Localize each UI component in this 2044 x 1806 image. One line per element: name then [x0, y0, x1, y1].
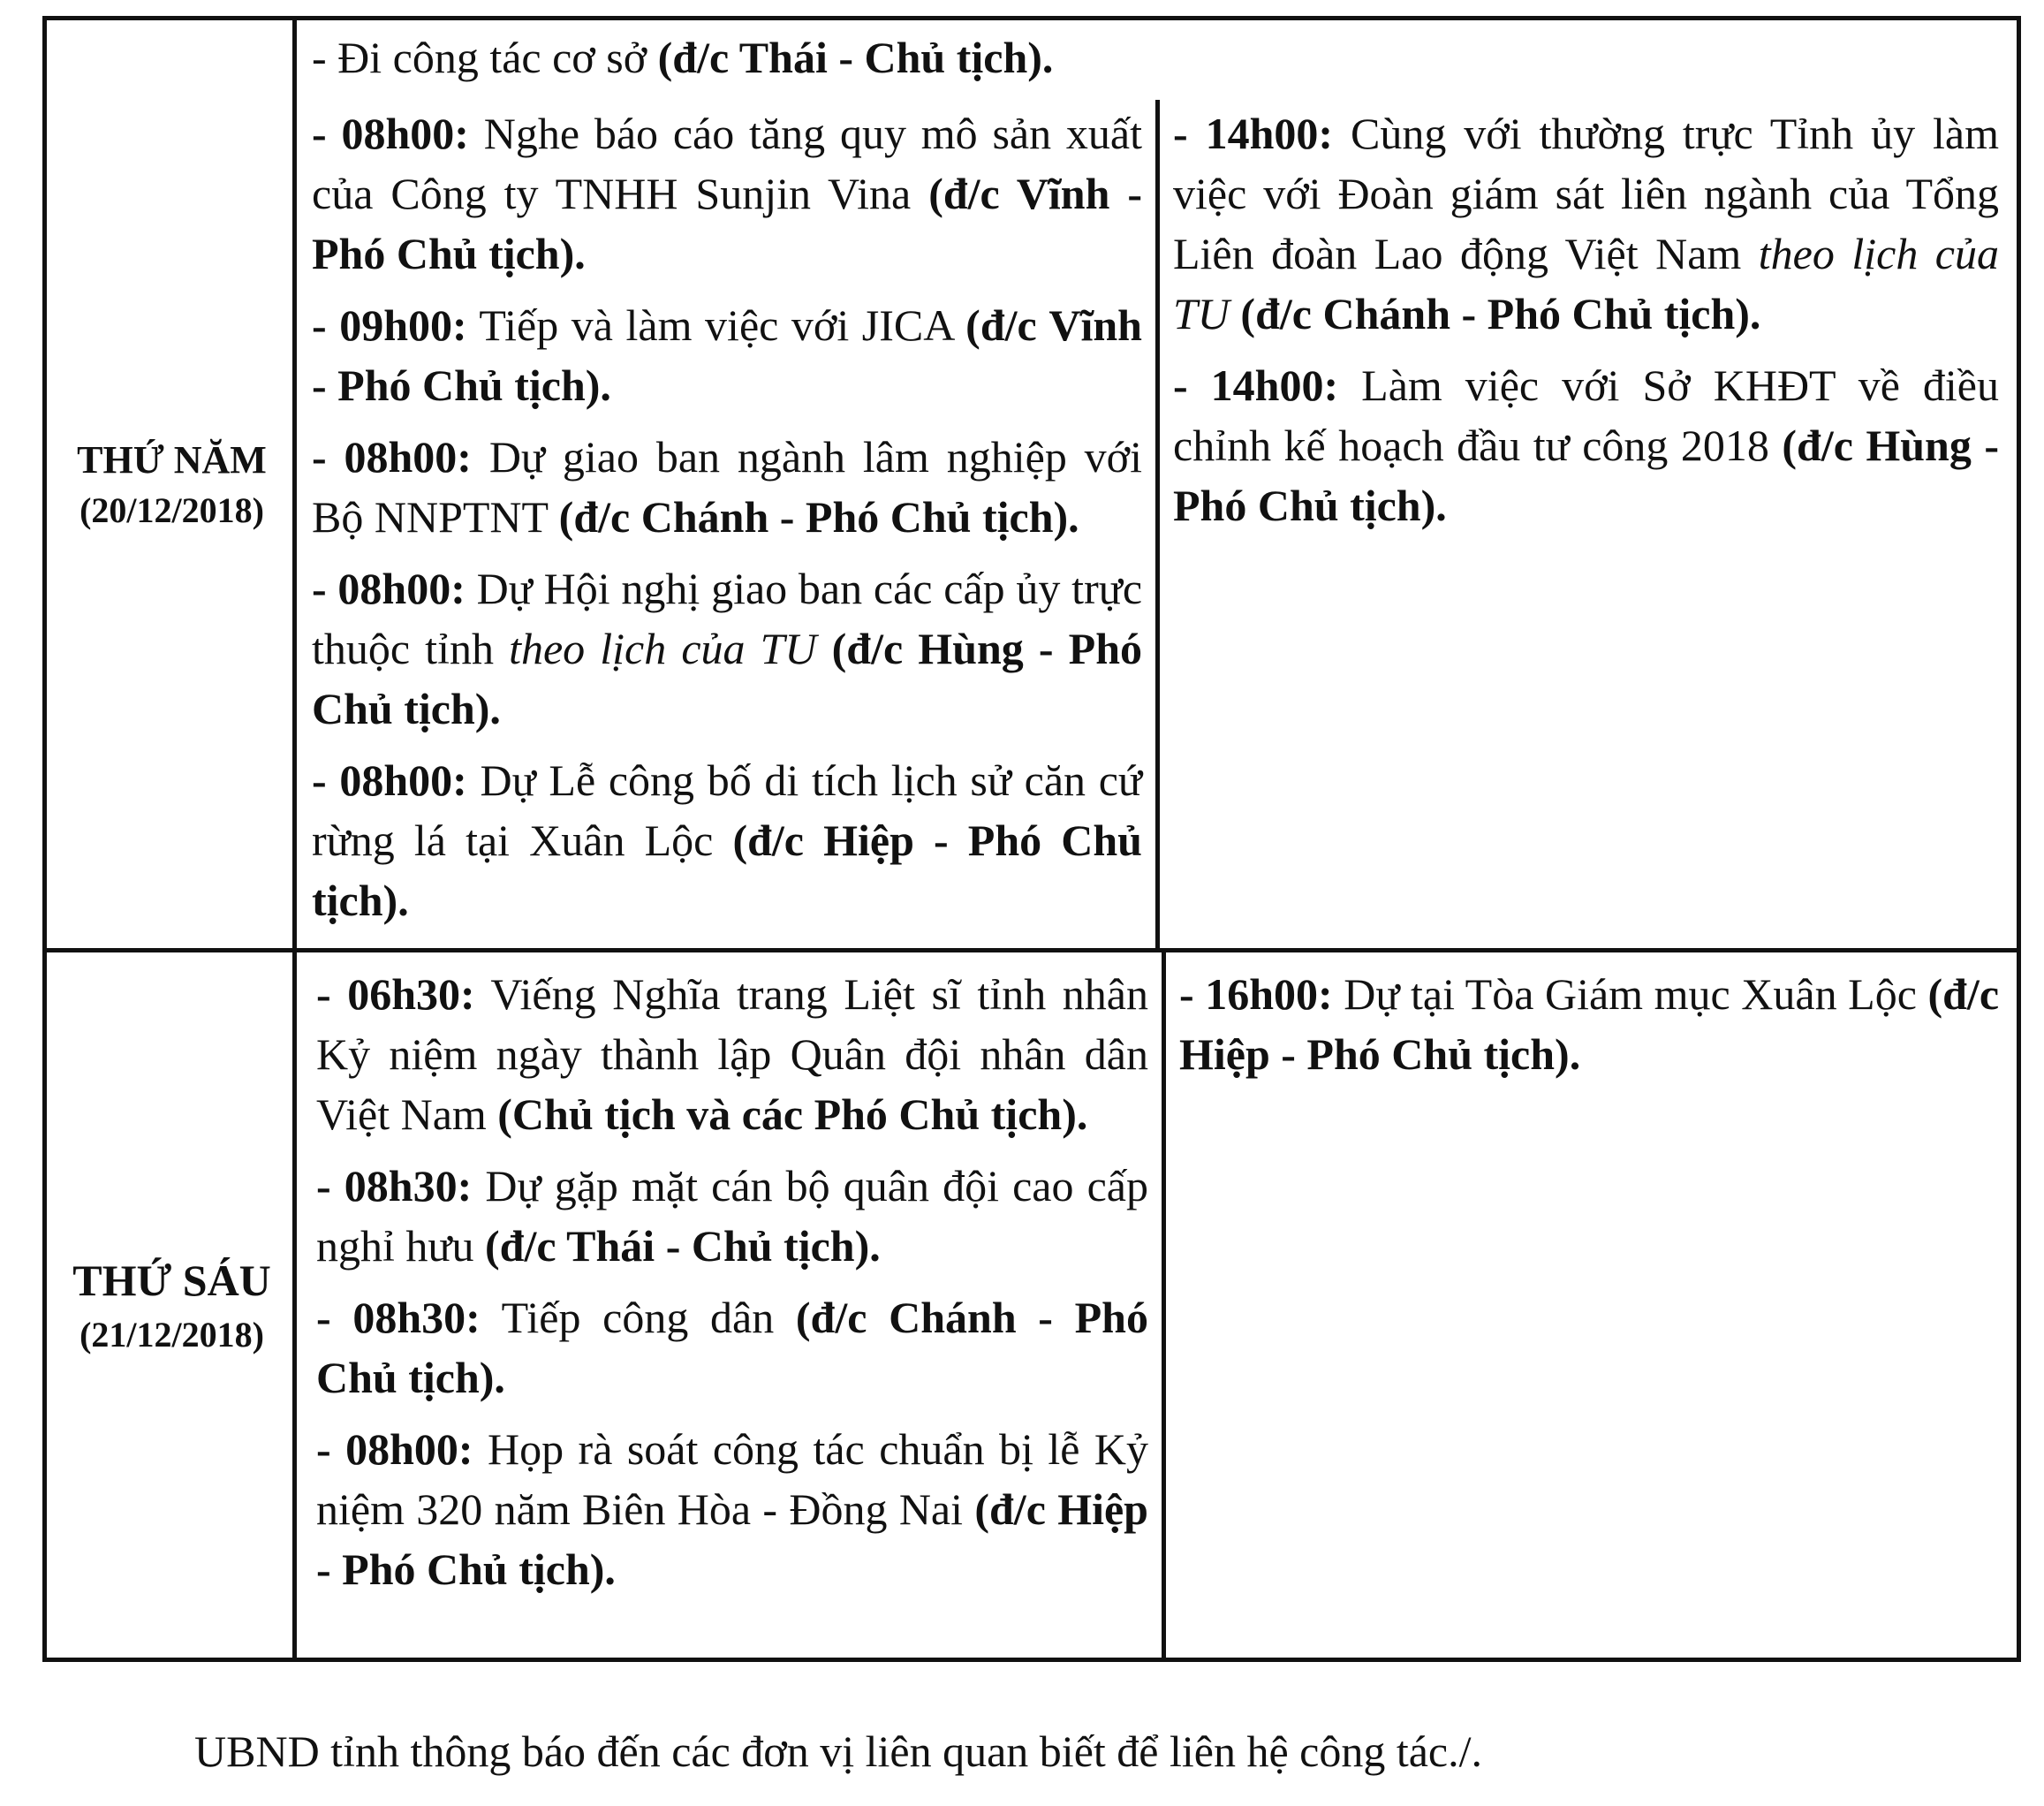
schedule-entry	[312, 558, 1142, 739]
entry-assignee: (đ/c Chánh - Phó Chủ tịch).	[1240, 289, 1761, 338]
entry-time: - 06h30:	[316, 969, 475, 1019]
entry-text: Dự Lễ công bố di tích lịch sử căn cứ rừng lá tại Xuân Lộc	[312, 755, 1142, 865]
schedule-entry	[316, 1287, 1148, 1408]
entry-text: Viếng Nghĩa trang Liệt sĩ tỉnh nhân Kỷ niệm ngày thành lập Quân đội nhân dân Việt Nam	[316, 969, 1148, 1139]
entry-assignee: (đ/c Thái - Chủ tịch).	[657, 33, 1054, 82]
entry-time: - 08h30:	[316, 1161, 473, 1210]
schedule-entry	[1173, 103, 1999, 344]
schedule-entry	[312, 27, 1990, 87]
entry-note: theo lịch của TU	[509, 624, 817, 673]
full-day-cell-thursday	[312, 27, 1990, 99]
entry-time: - 16h00:	[1179, 969, 1333, 1019]
morning-cell-thursday	[312, 103, 1142, 942]
entry-text: Tiếp và làm việc với JICA	[466, 300, 966, 350]
entry-text: Nghe báo cáo tăng quy mô sản xuất của Công ty TNHH Sunjin Vina	[312, 109, 1142, 218]
entry-assignee: (đ/c Chánh - Phó Chủ tịch).	[316, 1293, 1148, 1402]
entry-text: Dự gặp mặt cán bộ quân đội cao cấp nghỉ hưu	[316, 1161, 1149, 1271]
entry-text: Họp rà soát công tác chuẩn bị lễ Kỷ niệm 320 năm Biên Hòa - Đồng Nai	[316, 1424, 1149, 1534]
day-date: (21/12/2018)	[79, 1314, 264, 1354]
entry-assignee: (đ/c Hùng - Phó Chủ tịch).	[1173, 421, 1999, 530]
entry-assignee: (đ/c Hiệp - Phó Chủ tịch).	[312, 816, 1142, 925]
row-divider	[47, 948, 2017, 952]
schedule-table	[42, 16, 2021, 1662]
entry-time: - 09h00:	[312, 300, 467, 350]
afternoon-cell-thursday	[1173, 103, 1999, 547]
am-pm-divider-friday	[1162, 952, 1166, 1658]
entry-text: Dự giao ban ngành lâm nghiệp với Bộ NNPTNT	[312, 432, 1142, 542]
entry-time: - 14h00:	[1173, 109, 1334, 158]
entry-assignee: (Chủ tịch và các Phó Chủ tịch).	[497, 1089, 1088, 1139]
footer-notice: UBND tỉnh thông báo đến các đơn vị liên quan biết để liên hệ công tác./.	[194, 1726, 1483, 1776]
day-name: THỨ NĂM	[77, 438, 267, 482]
entry-time: - 08h00:	[312, 109, 469, 158]
entry-assignee: (đ/c Chánh - Phó Chủ tịch).	[558, 492, 1079, 542]
entry-text: Làm việc với Sở KHĐT về điều chỉnh kế hoạch đầu tư công 2018	[1173, 360, 1999, 470]
entry-assignee: (đ/c Hùng - Phó Chủ tịch).	[312, 624, 1143, 733]
entry-time: - 08h00:	[312, 432, 472, 482]
day-label-friday	[47, 952, 297, 1658]
day-date: (20/12/2018)	[79, 489, 264, 530]
entry-assignee: (đ/c Hiệp - Phó Chủ tịch).	[316, 1484, 1148, 1594]
entry-text: Cùng với thường trực Tỉnh ủy làm việc với Đoàn giám sát liên ngành của Tổng Liên đoàn Lao động Việt Nam	[1173, 109, 2000, 278]
afternoon-cell-friday	[1179, 964, 1999, 1096]
schedule-entry	[312, 750, 1142, 930]
entry-text	[1230, 289, 1241, 338]
entry-text: Tiếp công dân	[480, 1293, 796, 1342]
schedule-entry	[316, 1419, 1148, 1599]
entry-text: Dự Hội nghị giao ban các cấp ủy trực thuộc tỉnh	[312, 564, 1143, 673]
entry-text: - Đi công tác cơ sở	[312, 33, 658, 82]
am-pm-divider-thursday	[1155, 100, 1160, 952]
entry-text	[817, 624, 832, 673]
schedule-entry	[316, 964, 1148, 1144]
entry-time: - 08h00:	[312, 755, 467, 805]
entry-time: - 08h00:	[312, 564, 466, 613]
schedule-entry	[312, 295, 1142, 415]
entry-time: - 08h30:	[316, 1293, 481, 1342]
schedule-entry	[1179, 964, 1999, 1084]
schedule-entry	[1173, 355, 1999, 535]
entry-text: Dự tại Tòa Giám mục Xuân Lộc	[1332, 969, 1928, 1019]
entry-note: theo lịch của TU	[1173, 229, 1999, 338]
schedule-entry	[312, 103, 1142, 284]
entry-assignee: (đ/c Hiệp - Phó Chủ tịch).	[1179, 969, 2000, 1079]
schedule-entry	[316, 1156, 1148, 1276]
entry-time: - 14h00:	[1173, 360, 1339, 410]
day-label-thursday	[47, 20, 297, 948]
entry-assignee: (đ/c Vĩnh - Phó Chủ tịch).	[312, 169, 1142, 278]
schedule-entry	[312, 427, 1142, 547]
day-name: THỨ SÁU	[72, 1256, 271, 1306]
entry-assignee: (đ/c Vĩnh - Phó Chủ tịch).	[312, 300, 1142, 410]
entry-assignee: (đ/c Thái - Chủ tịch).	[485, 1221, 881, 1271]
morning-cell-friday	[316, 964, 1148, 1611]
entry-time: - 08h00:	[316, 1424, 473, 1474]
